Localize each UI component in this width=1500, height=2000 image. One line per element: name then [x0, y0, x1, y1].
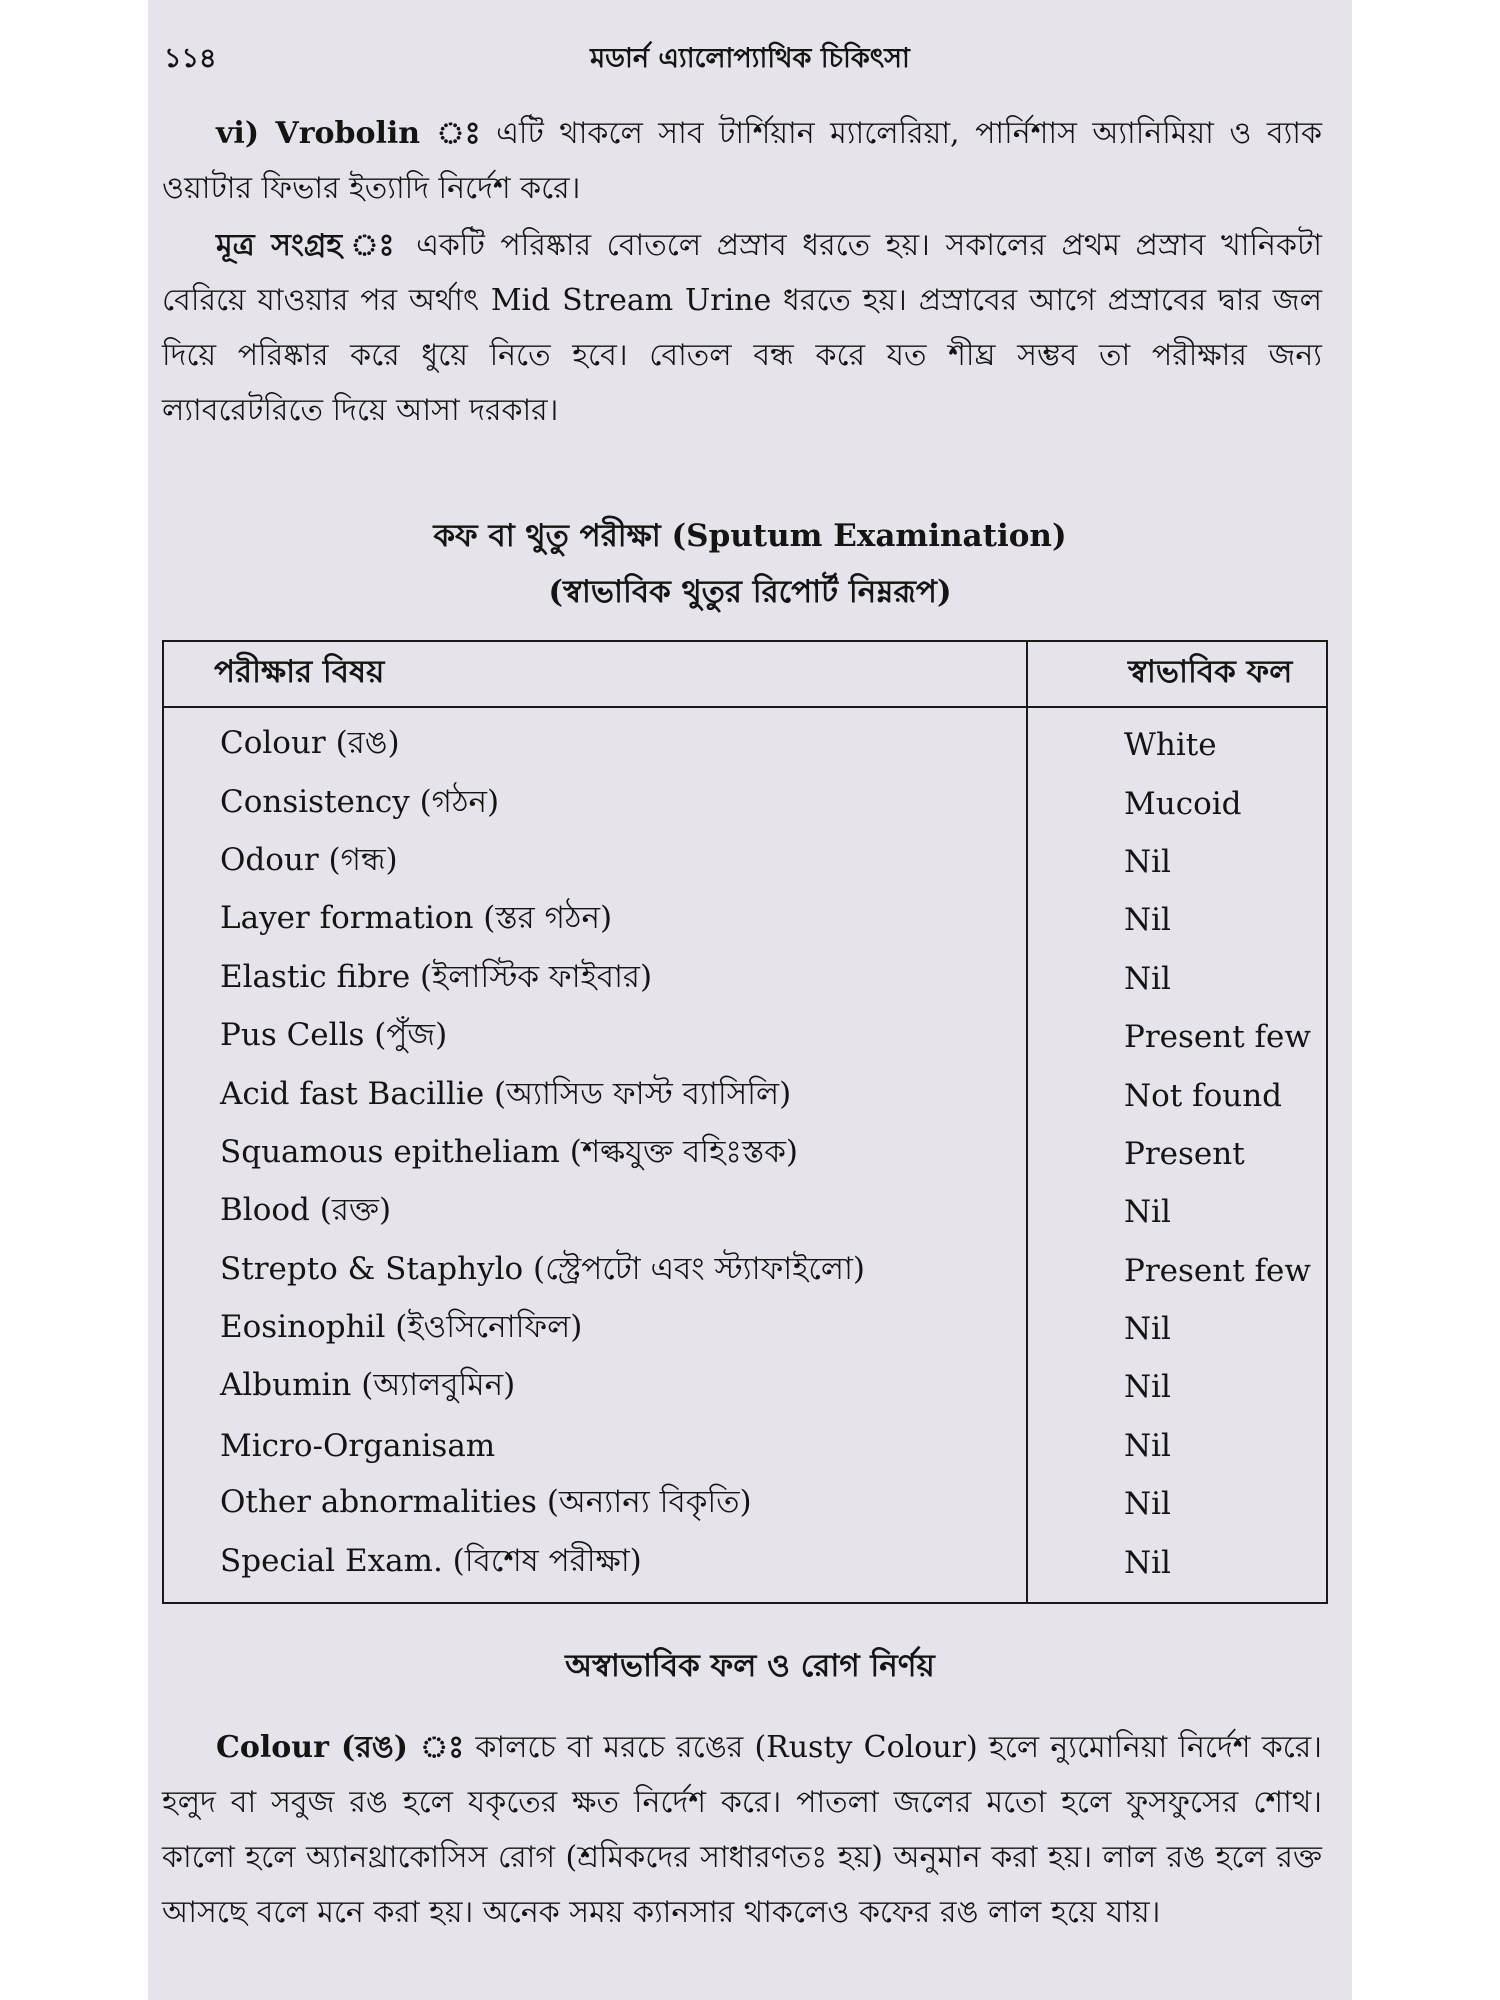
test-name: Colour (রঙ) — [220, 725, 400, 762]
column-header-test: পরীক্ষার বিষয় — [163, 641, 1027, 707]
normal-result: Present few — [1027, 1242, 1327, 1300]
page-number: ১১৪ — [164, 43, 217, 74]
test-name: Elastic fibre (ইলাস্টিক ফাইবার) — [220, 958, 653, 995]
vrobolin-text: এটি থাকলে সাব টার্শিয়ান ম্যালেরিয়া, পার্নিশাস অ্যানিমিয়া ও ব্যাক ওয়াটার ফিভার ইত্যাদি নির্দেশ করে। — [162, 116, 1322, 206]
test-name: Albumin (অ্যালবুমিন) — [220, 1367, 516, 1404]
table-row — [163, 707, 1327, 774]
table-row — [163, 1183, 1327, 1241]
normal-result: Present — [1027, 1125, 1327, 1183]
normal-result: Nil — [1027, 950, 1327, 1008]
test-name: Blood (রক্ত) — [220, 1192, 392, 1229]
table-row — [163, 950, 1327, 1008]
table-row — [163, 1358, 1327, 1416]
table-row — [163, 1125, 1327, 1183]
normal-result: Nil — [1027, 1300, 1327, 1358]
normal-result: Nil — [1027, 891, 1327, 949]
test-name: Strepto & Staphylo (স্ট্রেপটো এবং স্ট্যাফাইলো) — [220, 1250, 866, 1287]
normal-result: Nil — [1027, 1183, 1327, 1241]
normal-result: Nil — [1027, 1475, 1327, 1533]
sputum-title: কফ বা থুতু পরীক্ষা (Sputum Examination) — [433, 518, 1067, 554]
table-row — [163, 1008, 1327, 1066]
normal-result: Nil — [1027, 1533, 1327, 1602]
test-name: Layer formation (স্তর গঠন) — [220, 900, 613, 937]
table-row — [163, 833, 1327, 891]
normal-result: Nil — [1027, 1358, 1327, 1416]
table-row — [163, 1066, 1327, 1124]
colour-text: কালচে বা মরচে রঙের (Rusty Colour) হলে ন্যুমোনিয়া নির্দেশ করে। হলুদ বা সবুজ রঙ হলে যকৃতের ক্ষত নির্দেশ করে। পাতলা জলের মতো হলে ফুসফুসের শোথ। কালো হলে অ্যানথ্রাকোসিস রোগ (শ্রমিকদের সাধারণতঃ হয়) অনুমান করা হয়। লাল রঙ হলে রক্ত আসছে বলে মনে করা হয়। অনেক সময় ক্যানসার থাকলেও কফের রঙ লাল হয়ে যায়। — [162, 1730, 1322, 1930]
test-name: Pus Cells (পুঁজ) — [220, 1017, 448, 1054]
colour-paragraph — [162, 1720, 1322, 1940]
sputum-table — [162, 640, 1328, 1604]
table-row — [163, 1533, 1327, 1602]
urine-collection-label: মূত্র সংগ্রহ ঃ — [216, 228, 401, 263]
test-name: Other abnormalities (অন্যান্য বিকৃতি) — [220, 1484, 752, 1521]
test-name: Odour (গন্ধ) — [220, 841, 398, 878]
test-name: Eosinophil (ইওসিনোফিল) — [220, 1309, 583, 1346]
vrobolin-paragraph — [162, 106, 1322, 216]
test-name: Consistency (গঠন) — [220, 783, 500, 820]
column-header-result: স্বাভাবিক ফল — [1027, 641, 1327, 707]
running-header — [162, 38, 1338, 78]
table-header-row — [163, 641, 1327, 707]
normal-result: White — [1027, 707, 1327, 774]
table-row — [163, 891, 1327, 949]
book-title: মডার্ন এ্যালোপ্যাথিক চিকিৎসা — [590, 43, 910, 74]
normal-result: Nil — [1027, 833, 1327, 891]
normal-result: Mucoid — [1027, 774, 1327, 832]
table-row — [163, 1417, 1327, 1475]
table-row — [163, 774, 1327, 832]
vrobolin-label: vi) Vrobolin ঃ — [216, 116, 481, 151]
table-row — [163, 1242, 1327, 1300]
test-name: Micro-Organisam — [220, 1427, 496, 1464]
test-name: Acid fast Bacillie (অ্যাসিড ফাস্ট ব্যাসিলি) — [220, 1075, 792, 1112]
test-name: Squamous epitheliam (শল্কযুক্ত বহিঃস্তক) — [220, 1133, 799, 1170]
test-name: Special Exam. (বিশেষ পরীক্ষা) — [220, 1542, 642, 1579]
table-row — [163, 1300, 1327, 1358]
urine-collection-paragraph — [162, 218, 1322, 438]
table-row — [163, 1475, 1327, 1533]
book-page — [148, 0, 1352, 2000]
normal-result: Not found — [1027, 1066, 1327, 1124]
sputum-subtitle: (স্বাভাবিক থুতুর রিপোর্ট নিম্নরূপ) — [548, 574, 952, 610]
colour-label: Colour (রঙ) ঃ — [216, 1730, 465, 1765]
normal-result: Nil — [1027, 1417, 1327, 1475]
normal-result: Present few — [1027, 1008, 1327, 1066]
abnormal-results-title: অস্বাভাবিক ফল ও রোগ নির্ণয় — [565, 1648, 935, 1684]
urine-collection-text: একটি পরিষ্কার বোতলে প্রস্রাব ধরতে হয়। সকালের প্রথম প্রস্রাব খানিকটা বেরিয়ে যাওয়ার পর অর্থাৎ Mid Stream Urine ধরতে হয়। প্রস্রাবের আগে প্রস্রাবের দ্বার জল দিয়ে পরিষ্কার করে ধুয়ে নিতে হবে। বোতল বন্ধ করে যত শীঘ্র সম্ভব তা পরীক্ষার জন্য ল্যাবরেটরিতে দিয়ে আসা দরকার। — [162, 228, 1322, 428]
